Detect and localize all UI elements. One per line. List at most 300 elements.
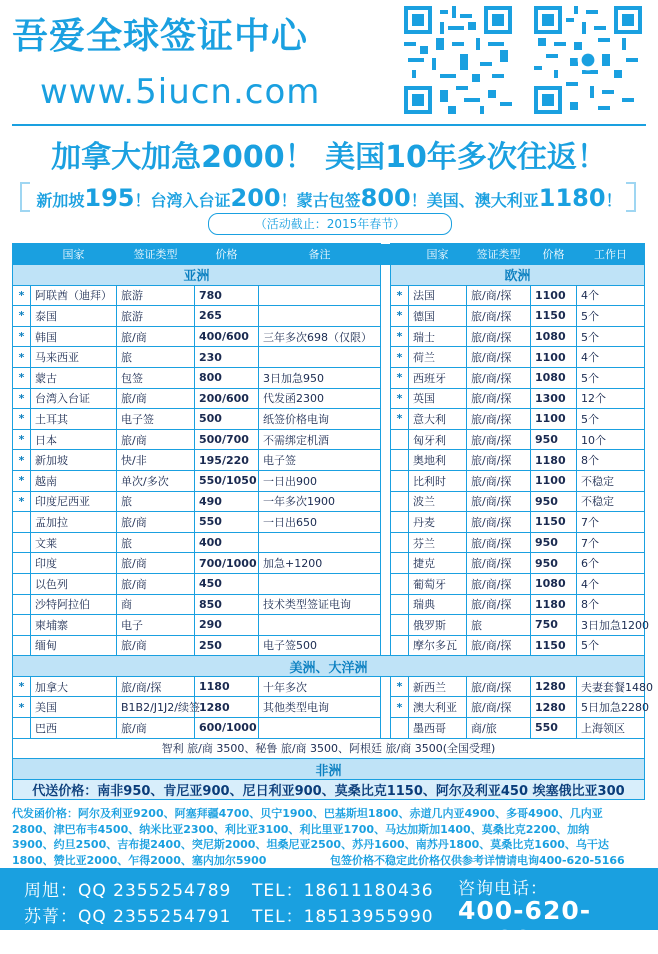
visa-type-cell: 单次/多次 [117, 470, 195, 491]
note-cell: 代发函2300 [259, 388, 381, 409]
hot-marker [13, 615, 31, 636]
note-cell [259, 615, 381, 636]
promo-text: ！美国、澳大利亚 [410, 191, 539, 210]
country-cell: 墨西哥 [409, 718, 467, 739]
table-row [13, 450, 645, 471]
column-header: 国家 [31, 244, 117, 265]
hot-marker: * [391, 676, 409, 697]
country-cell: 日本 [31, 429, 117, 450]
column-gap [381, 409, 391, 430]
deadline-badge: （活动截止：2015年春节） [208, 213, 452, 235]
country-cell: 孟加拉 [31, 512, 117, 533]
visa-type-cell: B1B2/J1J2/续签 [117, 697, 195, 718]
visa-type-cell: 旅/商/探 [467, 697, 531, 718]
consult-label: 咨询电话： [458, 879, 548, 899]
hot-marker [13, 512, 31, 533]
country-cell: 芬兰 [409, 532, 467, 553]
promo-line [20, 184, 638, 212]
visa-type-cell: 旅 [467, 615, 531, 636]
headline: 加拿大加急2000！ 美国10年多次往返！ [51, 140, 607, 175]
country-cell: 阿联酋（迪拜） [31, 285, 117, 306]
price-cell: 500 [195, 409, 259, 430]
table-row [13, 388, 645, 409]
column-gap [381, 285, 391, 306]
column-header: 价格 [195, 244, 259, 265]
price-cell: 1300 [531, 388, 577, 409]
price-cell: 490 [195, 491, 259, 512]
hot-marker: * [13, 491, 31, 512]
country-cell: 泰国 [31, 306, 117, 327]
visa-type-cell: 旅/商/探 [467, 450, 531, 471]
workdays-cell: 不稳定 [577, 491, 645, 512]
country-cell: 德国 [409, 306, 467, 327]
contact-footer [0, 868, 658, 954]
hot-marker: * [13, 676, 31, 697]
table-row [13, 512, 645, 533]
visa-type-cell: 旅/商 [117, 718, 195, 739]
price-cell: 850 [195, 594, 259, 615]
visa-type-cell: 旅/商 [117, 573, 195, 594]
visa-type-cell: 旅/商 [117, 635, 195, 656]
promo-price: 1180 [538, 184, 606, 212]
note-cell [259, 718, 381, 739]
country-cell: 丹麦 [409, 512, 467, 533]
hot-marker: * [391, 409, 409, 430]
visa-type-cell: 旅/商/探 [467, 429, 531, 450]
note-cell: 技术类型签证电询 [259, 594, 381, 615]
visa-type-cell: 商/旅 [467, 718, 531, 739]
hot-marker [13, 718, 31, 739]
section-header-row [13, 265, 645, 286]
column-gap [381, 553, 391, 574]
visa-type-cell: 旅游 [117, 285, 195, 306]
visa-type-cell: 快/非 [117, 450, 195, 471]
section-header-row [13, 656, 645, 677]
note-cell: 3日加急950 [259, 367, 381, 388]
visa-type-cell: 旅/商/探 [467, 409, 531, 430]
column-gap [381, 450, 391, 471]
note-cell [259, 306, 381, 327]
table-row [13, 285, 645, 306]
hot-marker [13, 553, 31, 574]
visa-type-cell: 旅 [117, 491, 195, 512]
note-cell: 电子签 [259, 450, 381, 471]
country-cell: 巴西 [31, 718, 117, 739]
price-cell: 450 [195, 573, 259, 594]
column-header: 国家 [409, 244, 467, 265]
workdays-cell: 夫妻套餐1480 [577, 676, 645, 697]
visa-type-cell: 旅/商/探 [467, 347, 531, 368]
visa-type-cell: 旅/商/探 [467, 532, 531, 553]
visa-type-cell: 旅/商/探 [467, 676, 531, 697]
visa-type-cell: 旅游 [117, 306, 195, 327]
price-cell: 230 [195, 347, 259, 368]
workdays-cell: 5个 [577, 367, 645, 388]
column-header: 签证类型 [117, 244, 195, 265]
country-cell: 韩国 [31, 326, 117, 347]
hot-marker [391, 470, 409, 491]
hot-marker: * [391, 285, 409, 306]
price-cell: 550 [531, 718, 577, 739]
visa-type-cell: 旅/商/探 [467, 635, 531, 656]
hot-marker [391, 491, 409, 512]
price-cell: 1080 [531, 326, 577, 347]
price-cell: 1150 [531, 635, 577, 656]
workdays-cell: 4个 [577, 347, 645, 368]
visa-type-cell: 旅/商/探 [467, 306, 531, 327]
price-cell: 250 [195, 635, 259, 656]
visa-type-cell: 旅/商 [117, 326, 195, 347]
column-gap [381, 326, 391, 347]
visa-type-cell: 商 [117, 594, 195, 615]
note-cell: 纸签价格电询 [259, 409, 381, 430]
workdays-cell: 5个 [577, 306, 645, 327]
promo-text: 新加坡 [36, 191, 85, 210]
promo-text: ！ [605, 191, 622, 210]
workdays-cell: 4个 [577, 285, 645, 306]
note-cell: 加急+1200 [259, 553, 381, 574]
price-cell: 400 [195, 532, 259, 553]
price-cell: 800 [195, 367, 259, 388]
table-row [13, 635, 645, 656]
visa-type-cell: 旅/商/探 [467, 512, 531, 533]
country-cell: 荷兰 [409, 347, 467, 368]
table-row [13, 615, 645, 636]
hot-marker [391, 553, 409, 574]
country-cell: 沙特阿拉伯 [31, 594, 117, 615]
table-row [13, 553, 645, 574]
price-cell: 950 [531, 532, 577, 553]
country-cell: 澳大利亚 [409, 697, 467, 718]
country-cell: 台湾入台证 [31, 388, 117, 409]
price-cell: 1180 [531, 594, 577, 615]
column-gap [381, 388, 391, 409]
column-gap [381, 676, 391, 697]
visa-type-cell: 旅/商 [117, 429, 195, 450]
hot-marker: * [13, 306, 31, 327]
price-cell: 195/220 [195, 450, 259, 471]
column-gap [381, 347, 391, 368]
note-cell [259, 285, 381, 306]
visa-type-cell: 旅/商 [117, 388, 195, 409]
qr-code-icon [534, 6, 642, 114]
hot-marker: * [13, 470, 31, 491]
promo-price: 195 [84, 184, 135, 212]
south-america-row [13, 738, 645, 759]
country-cell: 西班牙 [409, 367, 467, 388]
note-cell: 十年多次 [259, 676, 381, 697]
price-cell: 500/700 [195, 429, 259, 450]
workdays-cell: 3日加急1200 [577, 615, 645, 636]
note-cell: 不需绑定机酒 [259, 429, 381, 450]
price-cell: 950 [531, 429, 577, 450]
workdays-cell: 8个 [577, 594, 645, 615]
promo-price: 800 [360, 184, 411, 212]
notes-text: 阿尔及利亚9200、阿塞拜疆4700、贝宁1900、巴基斯坦1800、赤道几内亚4900、多哥4900、几内亚2800、津巴布韦4500、纳米比亚2300、利比亚3100、利比里亚1700、马达加斯加1400、莫桑比克2200、加纳3900、约旦2500、吉布提2400、突尼斯2000、坦桑尼亚2500、苏丹1600、南苏丹1800、莫桑比克1600、乌干达1800、赞比亚2000、乍得2000、塞内加尔5900 [12, 807, 609, 867]
price-cell: 1100 [531, 409, 577, 430]
site-title: 吾爱全球签证中心 [12, 15, 309, 57]
column-gap [381, 512, 391, 533]
column-gap [381, 265, 391, 286]
contact-1-qq[interactable]: 周旭：QQ 2355254789 [24, 881, 232, 901]
table-row [13, 491, 645, 512]
table-row [13, 367, 645, 388]
visa-type-cell: 旅 [117, 347, 195, 368]
country-cell: 越南 [31, 470, 117, 491]
column-header: 备注 [259, 244, 381, 265]
contact-2-qq[interactable]: 苏菁：QQ 2355254791 [24, 907, 232, 927]
column-gap [381, 635, 391, 656]
note-cell: 三年多次698（仅限） [259, 326, 381, 347]
country-cell: 比利时 [409, 470, 467, 491]
note-cell: 一日出900 [259, 470, 381, 491]
note-cell [259, 347, 381, 368]
price-cell: 1100 [531, 347, 577, 368]
consult-number[interactable]: 400-620-5166 [458, 896, 592, 954]
site-url[interactable]: www.5iucn.com [40, 72, 321, 112]
visa-type-cell: 旅/商/探 [467, 326, 531, 347]
workdays-cell: 7个 [577, 532, 645, 553]
note-cell [259, 532, 381, 553]
visa-type-cell: 旅 [117, 532, 195, 553]
country-cell: 葡萄牙 [409, 573, 467, 594]
section-header: 美洲、大洋洲 [13, 656, 645, 677]
notes-disclaimer: 包签价格不稳定此价格仅供参考详情请电询400-620-5166 [330, 854, 625, 867]
price-cell: 1280 [531, 676, 577, 697]
visa-type-cell: 电子签 [117, 409, 195, 430]
hot-marker: * [13, 388, 31, 409]
workdays-cell: 5个 [577, 635, 645, 656]
visa-type-cell: 旅/商/探 [467, 594, 531, 615]
table-row [13, 470, 645, 491]
workdays-cell: 不稳定 [577, 470, 645, 491]
country-cell: 印度 [31, 553, 117, 574]
header-spacer [391, 244, 409, 265]
visa-type-cell: 包签 [117, 367, 195, 388]
price-cell: 1150 [531, 512, 577, 533]
hot-marker: * [391, 697, 409, 718]
country-cell: 瑞典 [409, 594, 467, 615]
table-row [13, 573, 645, 594]
table-row [13, 306, 645, 327]
country-cell: 以色列 [31, 573, 117, 594]
country-cell: 新加坡 [31, 450, 117, 471]
section-header: 欧洲 [391, 265, 645, 286]
hot-marker [391, 532, 409, 553]
table-row [13, 718, 645, 739]
workdays-cell: 5个 [577, 326, 645, 347]
country-cell: 瑞士 [409, 326, 467, 347]
country-cell: 蒙古 [31, 367, 117, 388]
price-cell: 1180 [531, 450, 577, 471]
table-row [13, 676, 645, 697]
hot-marker: * [391, 326, 409, 347]
africa-agency-row [13, 779, 645, 800]
country-cell: 新西兰 [409, 676, 467, 697]
column-header: 签证类型 [467, 244, 531, 265]
price-cell: 1180 [195, 676, 259, 697]
table-row [13, 532, 645, 553]
hot-marker [391, 718, 409, 739]
price-cell: 1100 [531, 470, 577, 491]
south-america-prices: 智利 旅/商 3500、秘鲁 旅/商 3500、阿根廷 旅/商 3500(全国受理) [13, 738, 645, 759]
workdays-cell: 10个 [577, 429, 645, 450]
column-gap [381, 491, 391, 512]
column-header-row [13, 244, 645, 265]
country-cell: 缅甸 [31, 635, 117, 656]
country-cell: 土耳其 [31, 409, 117, 430]
price-cell: 1080 [531, 367, 577, 388]
country-cell: 美国 [31, 697, 117, 718]
hot-marker: * [13, 697, 31, 718]
workdays-cell: 8个 [577, 450, 645, 471]
visa-type-cell: 旅/商/探 [467, 367, 531, 388]
table-row [13, 326, 645, 347]
price-cell: 750 [531, 615, 577, 636]
table-row [13, 347, 645, 368]
visa-type-cell: 旅/商/探 [467, 553, 531, 574]
visa-type-cell: 旅/商 [117, 553, 195, 574]
note-cell: 电子签500 [259, 635, 381, 656]
hot-marker [391, 635, 409, 656]
hot-marker: * [13, 450, 31, 471]
price-cell: 200/600 [195, 388, 259, 409]
hot-marker [391, 429, 409, 450]
table-row [13, 429, 645, 450]
country-cell: 马来西亚 [31, 347, 117, 368]
column-gap [381, 615, 391, 636]
column-gap [381, 532, 391, 553]
price-cell: 290 [195, 615, 259, 636]
country-cell: 法国 [409, 285, 467, 306]
column-gap [381, 573, 391, 594]
price-cell: 950 [531, 553, 577, 574]
hot-marker [13, 573, 31, 594]
promo-text: ！蒙古包签 [280, 191, 361, 210]
country-cell: 柬埔寨 [31, 615, 117, 636]
hot-marker [391, 450, 409, 471]
visa-type-cell: 旅/商 [117, 512, 195, 533]
hot-marker [391, 512, 409, 533]
hot-marker: * [13, 347, 31, 368]
country-cell: 意大利 [409, 409, 467, 430]
hot-marker [13, 635, 31, 656]
hot-marker: * [391, 388, 409, 409]
column-gap [381, 429, 391, 450]
column-gap [381, 697, 391, 718]
note-cell: 其他类型电询 [259, 697, 381, 718]
visa-type-cell: 旅/商/探 [117, 676, 195, 697]
promo-text: ！台湾入台证 [134, 191, 231, 210]
table-row [13, 697, 645, 718]
hot-marker: * [13, 429, 31, 450]
notes-label: 代发函价格： [12, 807, 78, 820]
table-row [13, 594, 645, 615]
price-cell: 1280 [531, 697, 577, 718]
promo-price: 200 [230, 184, 281, 212]
workdays-cell: 上海领区 [577, 718, 645, 739]
price-cell: 550 [195, 512, 259, 533]
column-header: 价格 [531, 244, 577, 265]
qr-code-icon [404, 6, 512, 114]
hot-marker: * [13, 285, 31, 306]
contact-1-tel[interactable]: TEL：18611180436 [252, 881, 434, 901]
hot-marker [13, 532, 31, 553]
hot-marker: * [13, 326, 31, 347]
country-cell: 英国 [409, 388, 467, 409]
visa-type-cell: 旅/商/探 [467, 491, 531, 512]
column-gap [381, 470, 391, 491]
visa-type-cell: 旅/商/探 [467, 285, 531, 306]
country-cell: 文莱 [31, 532, 117, 553]
country-cell: 俄罗斯 [409, 615, 467, 636]
hot-marker: * [13, 367, 31, 388]
price-cell: 780 [195, 285, 259, 306]
country-cell: 印度尼西亚 [31, 491, 117, 512]
section-header-row [13, 759, 645, 780]
workdays-cell: 4个 [577, 573, 645, 594]
price-cell: 1280 [195, 697, 259, 718]
header-spacer [13, 244, 31, 265]
country-cell: 匈牙利 [409, 429, 467, 450]
hot-marker: * [391, 347, 409, 368]
column-gap [381, 367, 391, 388]
visa-type-cell: 旅/商/探 [467, 470, 531, 491]
note-cell: 一年多次1900 [259, 491, 381, 512]
contact-2-tel[interactable]: TEL：18513955990 [252, 907, 434, 927]
country-cell: 捷克 [409, 553, 467, 574]
visa-type-cell: 旅/商/探 [467, 388, 531, 409]
column-gap [381, 306, 391, 327]
hot-marker [391, 615, 409, 636]
price-cell: 950 [531, 491, 577, 512]
column-gap [381, 244, 391, 265]
workdays-cell: 5个 [577, 409, 645, 430]
column-gap [381, 718, 391, 739]
hot-marker: * [391, 306, 409, 327]
visa-type-cell: 旅/商/探 [467, 573, 531, 594]
divider [12, 124, 646, 126]
africa-agency-prices: 代送价格：南非950、肯尼亚900、尼日利亚900、莫桑比克1150、阿尔及利亚450 埃塞俄比亚300 [13, 779, 645, 800]
country-cell: 加拿大 [31, 676, 117, 697]
price-cell: 1080 [531, 573, 577, 594]
country-cell: 波兰 [409, 491, 467, 512]
note-cell: 一日出650 [259, 512, 381, 533]
hot-marker [13, 594, 31, 615]
column-gap [381, 594, 391, 615]
price-cell: 600/1000 [195, 718, 259, 739]
price-cell: 1150 [531, 306, 577, 327]
column-header: 工作日 [577, 244, 645, 265]
hot-marker: * [13, 409, 31, 430]
hot-marker [391, 573, 409, 594]
note-cell [259, 573, 381, 594]
visa-type-cell: 电子 [117, 615, 195, 636]
hot-marker: * [391, 367, 409, 388]
section-header: 亚洲 [13, 265, 381, 286]
workdays-cell: 7个 [577, 512, 645, 533]
country-cell: 摩尔多瓦 [409, 635, 467, 656]
price-cell: 700/1000 [195, 553, 259, 574]
section-header: 非洲 [13, 759, 645, 780]
price-cell: 1100 [531, 285, 577, 306]
workdays-cell: 6个 [577, 553, 645, 574]
visa-price-table [12, 243, 653, 800]
price-cell: 550/1050 [195, 470, 259, 491]
table-row [13, 409, 645, 430]
price-cell: 265 [195, 306, 259, 327]
workdays-cell: 12个 [577, 388, 645, 409]
